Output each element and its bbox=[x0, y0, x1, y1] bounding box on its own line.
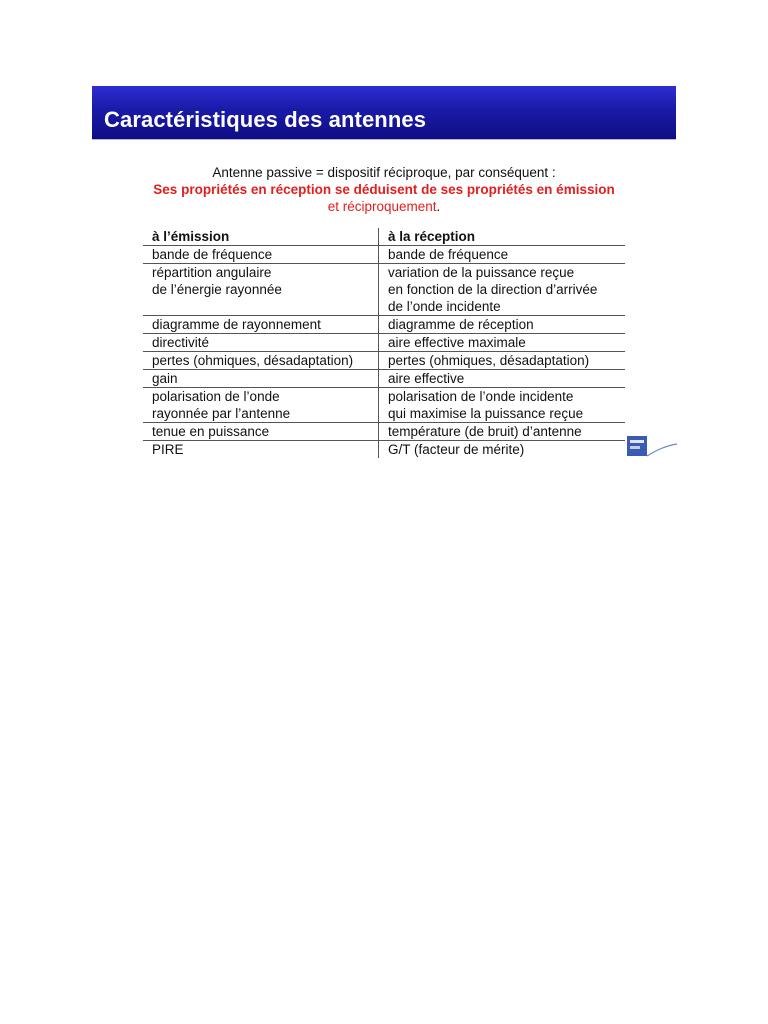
table-header-row bbox=[143, 228, 625, 246]
table-row bbox=[143, 388, 625, 423]
institution-logo-icon bbox=[627, 434, 677, 458]
cell-reception: G/T (facteur de mérite) bbox=[388, 442, 525, 457]
cell-line: rayonnée par l’antenne bbox=[152, 406, 291, 421]
table-row bbox=[143, 370, 625, 388]
cell-line: qui maximise la puissance reçue bbox=[388, 406, 584, 421]
table-row bbox=[143, 423, 625, 441]
cell-emission: pertes (ohmiques, désadaptation) bbox=[143, 352, 379, 370]
cell-reception: aire effective bbox=[388, 371, 465, 386]
intro-line-2: Ses propriétés en réception se déduisent de ses propriétés en émission bbox=[153, 182, 615, 197]
intro-line-1: Antenne passive = dispositif réciproque, par conséquent : bbox=[212, 165, 556, 180]
table-row bbox=[143, 441, 625, 459]
title-banner bbox=[92, 86, 676, 139]
cell-emission: tenue en puissance bbox=[143, 423, 379, 441]
cell-line: polarisation de l’onde bbox=[152, 389, 280, 404]
header-reception: à la réception bbox=[388, 229, 476, 244]
table-row bbox=[143, 264, 625, 316]
cell-line: de l’énergie rayonnée bbox=[152, 282, 282, 297]
cell-line: variation de la puissance reçue bbox=[388, 265, 575, 280]
slide bbox=[92, 86, 676, 462]
intro-line-3: et réciproquement bbox=[327, 199, 437, 214]
cell-line: de l’onde incidente bbox=[388, 299, 501, 314]
cell-reception: diagramme de réception bbox=[388, 317, 534, 332]
cell-emission bbox=[143, 388, 379, 423]
header-emission: à l’émission bbox=[143, 228, 379, 246]
cell-emission: PIRE bbox=[143, 441, 379, 459]
cell-emission: diagramme de rayonnement bbox=[143, 316, 379, 334]
cell-emission: bande de fréquence bbox=[143, 246, 379, 264]
table-row bbox=[143, 246, 625, 264]
cell-reception bbox=[379, 388, 626, 423]
cell-reception: aire effective maximale bbox=[388, 335, 526, 350]
intro-text bbox=[92, 164, 676, 215]
cell-line bbox=[152, 298, 378, 315]
cell-emission bbox=[143, 264, 379, 316]
cell-reception bbox=[379, 264, 626, 316]
comparison-table bbox=[143, 228, 625, 458]
cell-emission: gain bbox=[143, 370, 379, 388]
intro-line-3-period: . bbox=[436, 199, 441, 214]
table-row bbox=[143, 352, 625, 370]
cell-line: en fonction de la direction d’arrivée bbox=[388, 282, 598, 297]
cell-reception: température (de bruit) d’antenne bbox=[388, 424, 582, 439]
table-row bbox=[143, 316, 625, 334]
cell-line: polarisation de l’onde incidente bbox=[388, 389, 574, 404]
slide-title: Caractéristiques des antennes bbox=[104, 107, 427, 132]
cell-reception: pertes (ohmiques, désadaptation) bbox=[388, 353, 590, 368]
table-row bbox=[143, 334, 625, 352]
cell-emission: directivité bbox=[143, 334, 379, 352]
cell-reception: bande de fréquence bbox=[388, 247, 509, 262]
cell-line: répartition angulaire bbox=[152, 265, 272, 280]
